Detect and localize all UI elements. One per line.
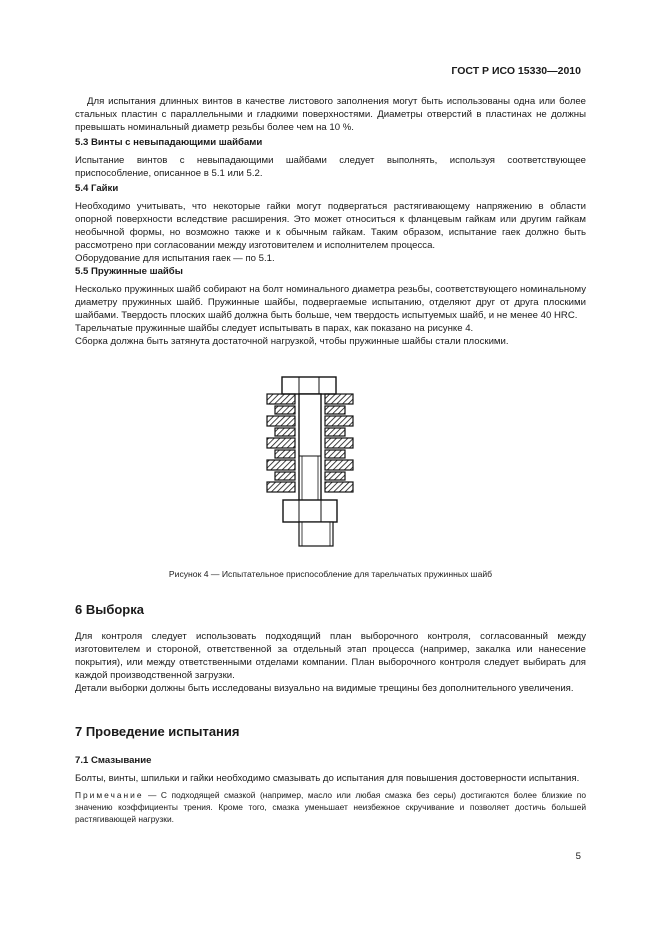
intro-section (75, 95, 586, 134)
right-washer-stack (325, 394, 353, 492)
note-text: — С подходящей смазкой (например, масло или любая смазка без серы) достигаются более близкие по значению коэффициенты трения. Кроме того, смазка уменьшает неизбежное скручивание и позволяет достичь большей растягивающей нагрузки. (75, 790, 587, 824)
bolt-head (282, 377, 336, 394)
note (75, 789, 586, 825)
left-washer-stack (267, 394, 295, 492)
section-7-title: 7 Проведение испытания (75, 724, 240, 739)
section-5-4 (75, 182, 586, 265)
section-5-5-title: 5.5 Пружинные шайбы (75, 266, 183, 277)
section-5-4-paragraph: Необходимо учитывать, что некоторые гайки могут подвергаться растягивающему напряжению в области опорной поверхности вследствие расширения. Это может относиться к фланцевым гайкам или другим гайкам необычной формы, но возможно также и к обычным гайкам. Таким образом, испытание гаек должно быть рассмотрено при согласовании между изготовителем и исполнителем процесса. (75, 201, 586, 251)
bolt-end (299, 522, 333, 546)
section-5-4-title: 5.4 Гайки (75, 183, 119, 194)
section-5-3-title: 5.3 Винты с невыпадающими шайбами (75, 137, 263, 148)
note-label: Примечание (75, 790, 144, 800)
section-5-3 (75, 136, 586, 180)
section-5-5-paragraph: Несколько пружинных шайб собирают на болт номинального диаметра резьбы, соответствующего номинальному диаметру пружинных шайб. Пружинные шайбы, подвергаемые испытанию, отделяют друг от друга плоскими шайбами. Твердость плоских шайб должна быть больше, чем твердость испытуемых шайб, и не менее 40 HRC. (75, 284, 586, 321)
section-6 (75, 603, 586, 695)
section-6-paragraph-1: Для контроля следует использовать подходящий план выборочного контроля, согласованный между изготовителем и стороной, ответственной за отдельный этап процесса (например, закалка или нанесение покрытия), или между ответственными отделами компании. План выборочного контроля следует выбирать для каждой производственной загрузки. (75, 631, 586, 681)
page-number: 5 (575, 851, 581, 862)
intro-paragraph: Для испытания длинных винтов в качестве листового заполнения могут быть использованы одна или более стальных пластин с параллельными и гладкими поверхностями. Диаметры отверстий в пластинах не должны превышать номинальный диаметр резьбы более чем на 10 %. (75, 96, 586, 133)
section-7-1-title: 7.1 Смазывание (75, 755, 152, 766)
document-header: ГОСТ Р ИСО 15330—2010 (451, 65, 581, 77)
section-5-5-assembly: Сборка должна быть затянута достаточной нагрузкой, чтобы пружинные шайбы стали плоскими. (75, 336, 509, 347)
section-7 (75, 725, 586, 825)
figure-caption: Рисунок 4 — Испытательное приспособление для тарельчатых пружинных шайб (168, 569, 493, 579)
section-6-title: 6 Выборка (75, 602, 144, 617)
fixture-drawing (255, 372, 365, 552)
section-6-paragraph-2: Детали выборки должны быть исследованы визуально на видимые трещины без дополнительного увеличения. (75, 683, 574, 694)
section-5-5 (75, 265, 586, 348)
section-5-3-paragraph: Испытание винтов с невыпадающими шайбами следует выполнять, используя соответствующее приспособление, описанное в 5.1 или 5.2. (75, 155, 586, 179)
section-7-1-paragraph: Болты, винты, шпильки и гайки необходимо смазывать до испытания для повышения достоверности испытания. (75, 773, 580, 784)
section-5-5-pairs: Тарельчатые пружинные шайбы следует испытывать в парах, как показано на рисунке 4. (75, 323, 474, 334)
section-5-4-equipment: Оборудование для испытания гаек — по 5.1. (75, 253, 275, 264)
nut (283, 500, 337, 522)
